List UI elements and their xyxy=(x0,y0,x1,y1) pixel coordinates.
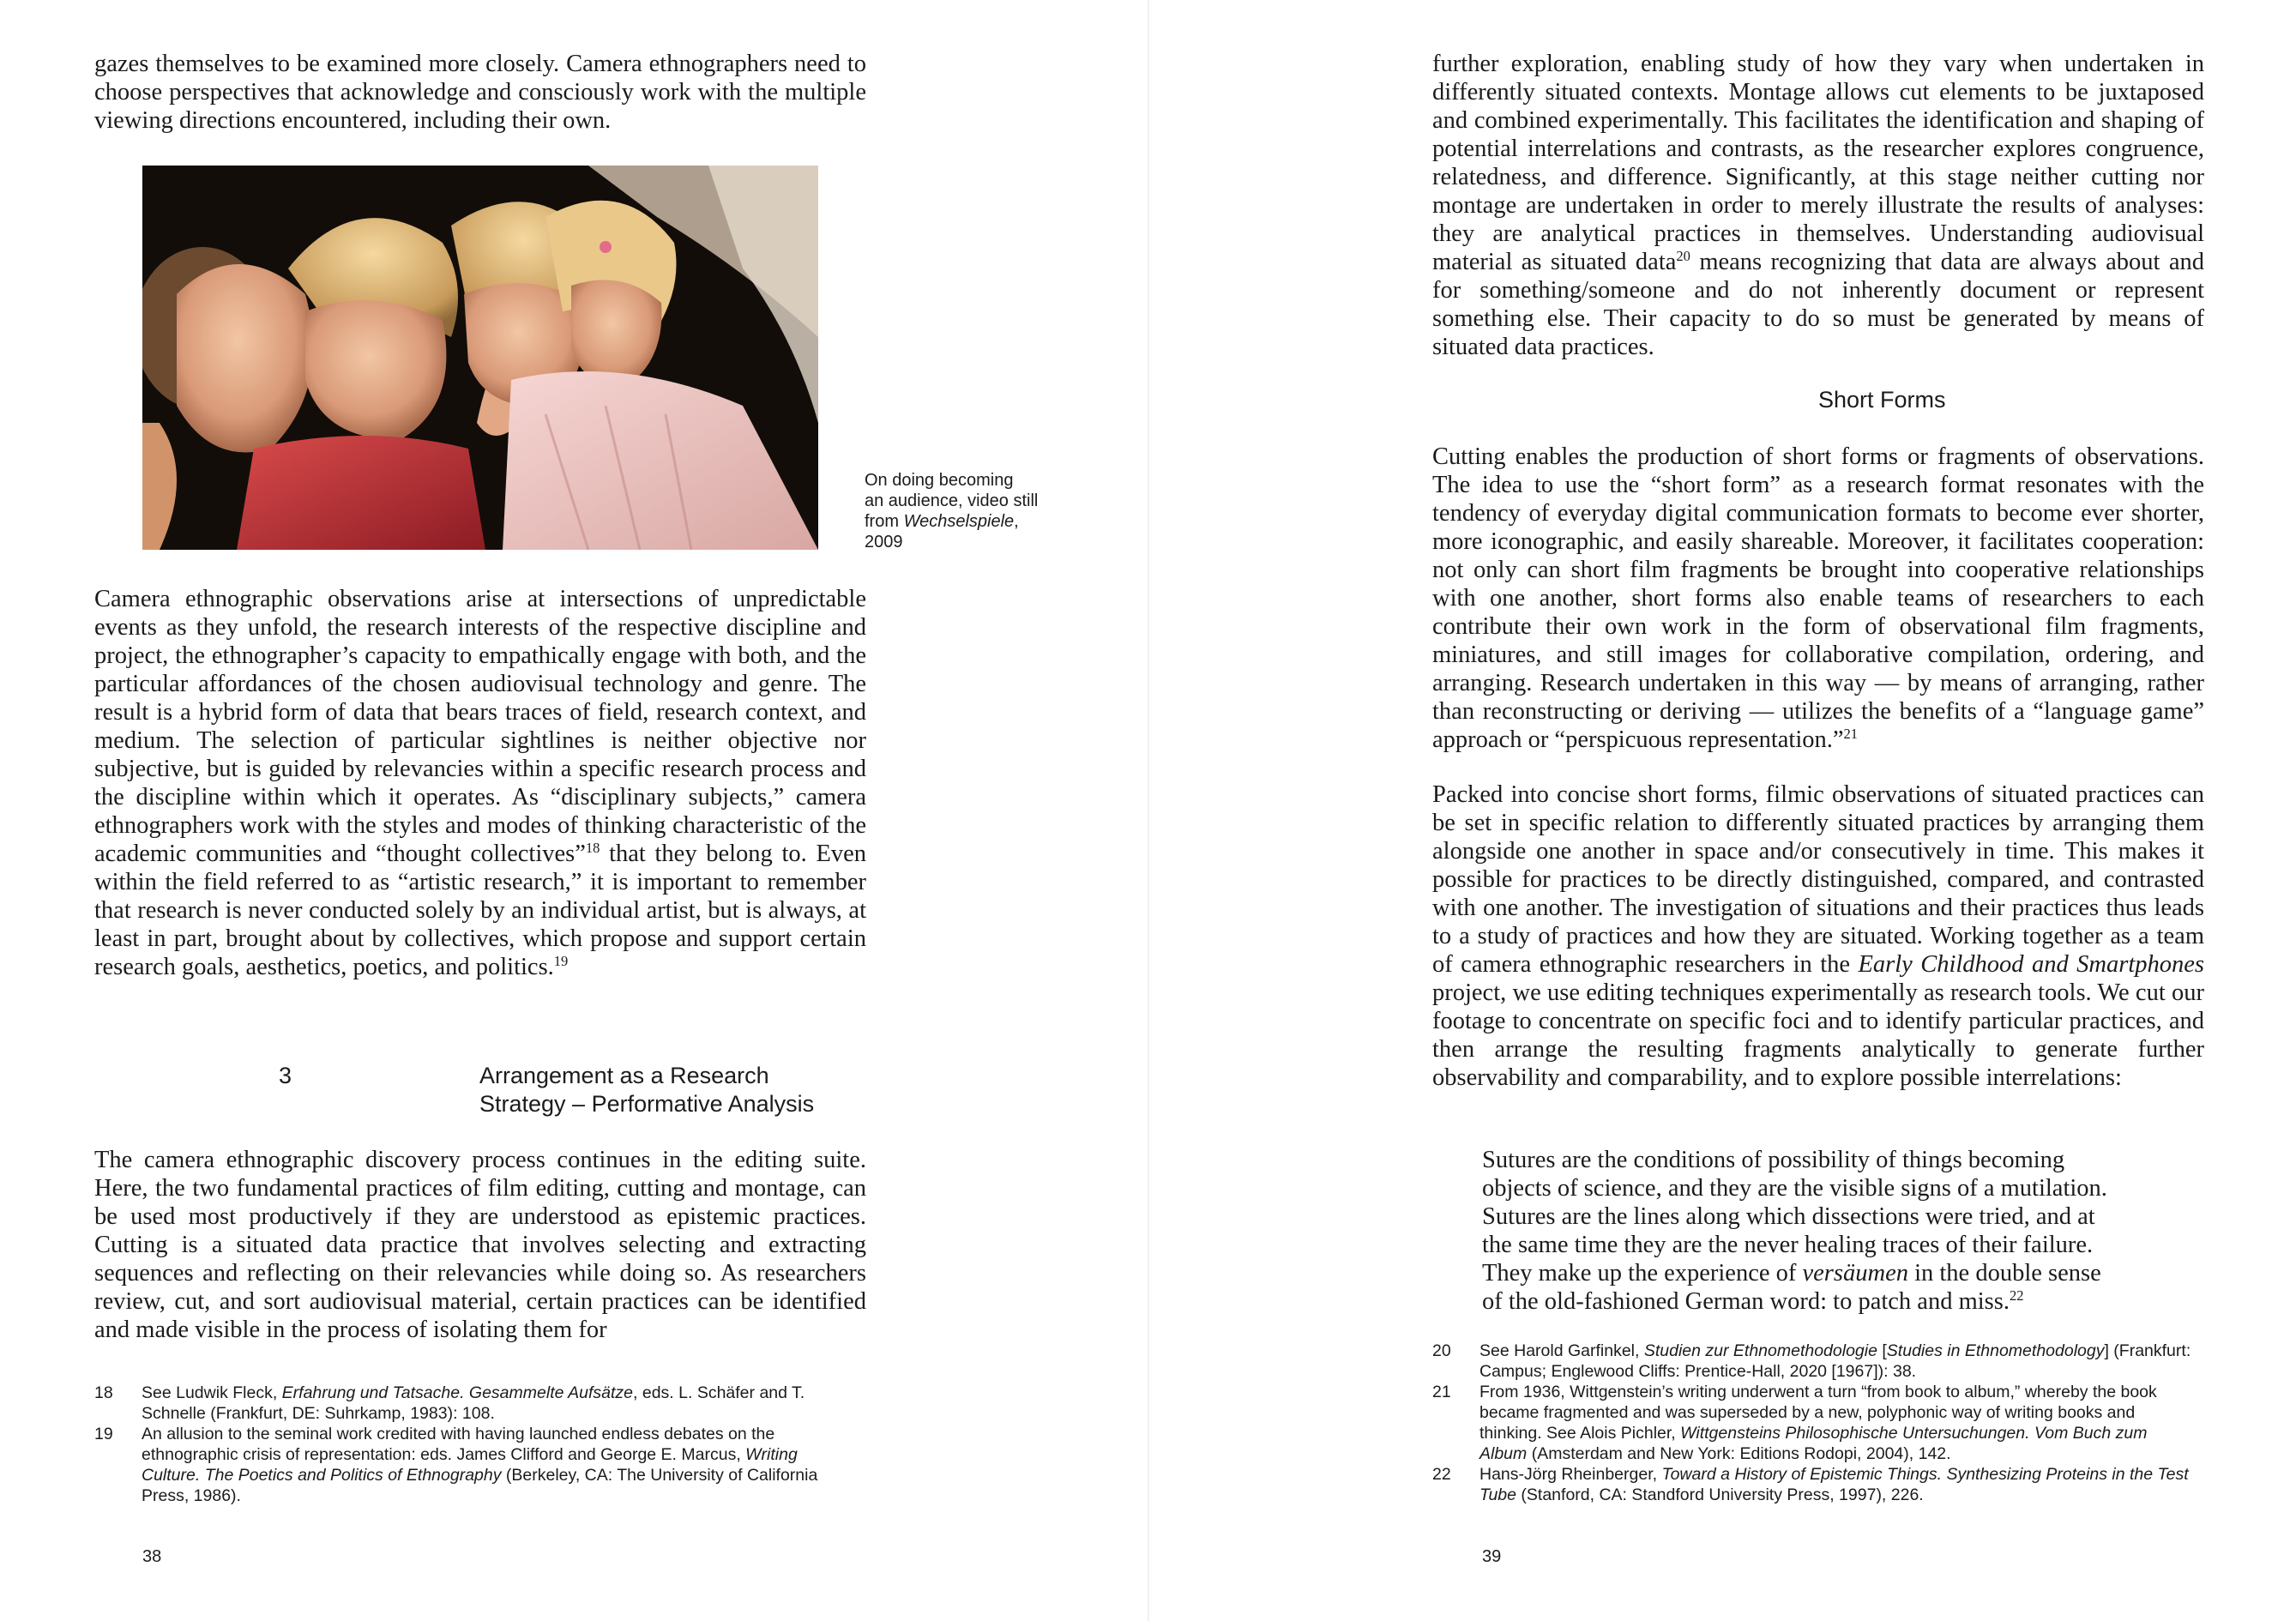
caption-comma: , xyxy=(1014,512,1019,531)
footnotes xyxy=(94,1383,832,1506)
caption-work-title: Wechselspiele xyxy=(903,512,1015,531)
block-quote xyxy=(1482,1146,2185,1316)
quote-italic-word: versäumen xyxy=(1802,1260,1908,1287)
footnote-title: Writing Culture. The Poetics and Politics of Ethnography xyxy=(142,1445,798,1485)
footnote-19 xyxy=(94,1424,832,1506)
footnote-ref-20[interactable]: 20 xyxy=(1676,247,1690,264)
footnote-text: ] (Frankfurt: Campus; Englewood Cliffs: Prentice-Hall, 2020 [1967]): 38. xyxy=(1479,1341,2191,1381)
quote-line: Sutures are the lines along which dissections were tried, and at xyxy=(1482,1203,2095,1230)
caption-year: 2009 xyxy=(865,533,903,551)
section-title-line-2: Strategy – Performative Analysis xyxy=(479,1091,815,1117)
section-title-line-1: Arrangement as a Research xyxy=(479,1063,769,1088)
section-number: 3 xyxy=(279,1063,292,1088)
quote-line: objects of science, and they are the visible signs of a mutilation. xyxy=(1482,1175,2107,1202)
page-number: 39 xyxy=(1482,1547,1502,1566)
paragraph-text-continued: project, we use editing techniques experimentally as research tools. We cut our footage to concentrate on specific foci and to identify particular practices, and then arrange the resulting fragments analytically to generate further observability and comparability, and to explore possible interrelations: xyxy=(1432,979,2204,1091)
footnote-ref-22[interactable]: 22 xyxy=(2009,1287,2024,1304)
footnote-20: 20 See Harold Garfinkel, Studien zur Ethnomethodologie [Studies in Ethnomethodology] (Frankfurt: Campus; Englewood Cliffs: Prentice-Hall, 2020 [1967]): 38. xyxy=(1432,1341,2191,1381)
footnote-title: Erfahrung und Tatsache. Gesammelte Aufsätze xyxy=(281,1383,634,1402)
footnote-title: Studien zur Ethnomethodologie xyxy=(1643,1341,1877,1360)
paragraph-text-continued: means recognizing that data are always about and for something/someone and do not inherently document or represent something else. Their capacity to do so must be generated by means of situated data practices. xyxy=(1432,249,2205,360)
paragraph-text: further exploration, enabling study of how they vary when undertaken in differently situated contexts. Montage allows cut elements to be juxtaposed and combined experimentally. This facilitates the identification and shaping of potential interrelations and contrasts, as the researcher explores congruence, relatedness, and difference. Significantly, at this stage neither cutting nor montage are undertaken in order to merely illustrate the results of analyses: they are analytical practices in themselves. Understanding audiovisual material as situated data xyxy=(1432,51,2204,275)
figure-caption xyxy=(865,470,1070,552)
right-page xyxy=(1149,0,2296,1621)
video-still-photo xyxy=(142,166,818,550)
footnote-number: 21 xyxy=(1432,1383,1451,1401)
subheading: Short Forms xyxy=(1818,387,1946,413)
quote-line: of the old-fashioned German word: to patch and miss.$^{22}$ xyxy=(1482,1287,2024,1315)
paragraph-text: Cutting enables the production of short forms or fragments of observations. The idea to use the “short form” as a research format resonates with the tendency of everyday digital communication formats to become ever shorter, more iconographic, and easily shareable. Moreover, it facilitates cooperation: not only can short film fragments be brought into cooperative relationships with one another, short forms also enable teams of researchers to each contribute their own work in the form of observational film fragments, miniatures, and still images for collaborative compilation, ordering, and arranging. Research undertaken in this way — by means of arranging, rather than reconstructing or deriving — utilizes the benefits of a “language game” approach or “perspicuous representation.” xyxy=(1432,443,2204,753)
footnote-text: An allusion to the seminal work credited with having launched endless debates on the ethnographic crisis of representation: eds. James Clifford and George E. Marcus, xyxy=(142,1425,775,1464)
footnote-number: 22 xyxy=(1432,1465,1451,1484)
footnote-text: Hans-Jörg Rheinberger, xyxy=(1479,1465,1662,1484)
body-paragraph xyxy=(94,585,866,981)
body-paragraph xyxy=(1432,443,2204,754)
footnote-18 xyxy=(94,1383,832,1424)
footnote-22 xyxy=(1432,1464,2196,1505)
footnote-title: Wittgensteins Philosophische Untersuchungen. Vom Buch zum Album xyxy=(1479,1424,2148,1463)
footnote-number: 18 xyxy=(94,1383,113,1402)
footnotes xyxy=(1432,1341,2196,1505)
footnote-ref-18[interactable]: 18 xyxy=(585,839,600,856)
footnote-text: (Amsterdam and New York: Editions Rodopi, 2004), 142. xyxy=(1527,1444,1951,1463)
footnote-21 xyxy=(1432,1382,2196,1464)
page-number: 38 xyxy=(142,1547,162,1566)
body-paragraph xyxy=(1432,50,2204,361)
children-audience-image xyxy=(142,166,818,550)
quote-line: the same time they are the never healing traces of their failure. xyxy=(1482,1232,2094,1258)
footnote-title: Toward a History of Epistemic Things. Synthesizing Proteins in the Test Tube xyxy=(1479,1465,2189,1504)
paragraph-text: Camera ethnographic observations arise at intersections of unpredictable events as they unfold, the research interests of the respective discipline and project, the ethnographer’s capacity to empathically engage with both, and the particular affordances of the chosen audiovisual technology and genre. The result is a hybrid form of data that bears traces of field, research context, and medium. The selection of particular sightlines is neither objective nor subjective, but is guided by relevancies within a specific research process and the discipline within which it operates. As “disciplinary subjects,” camera ethnographers work with the styles and modes of thinking characteristic of the academic communities and “thought collectives” xyxy=(94,586,866,867)
section-title xyxy=(479,1062,814,1118)
footnote-text: From 1936, Wittgenstein’s writing underwent a turn “from book to album,” whereby the book became fragmented and was superseded by a new, polyphonic way of writing books and thinking. See Alois Pichler, xyxy=(1479,1383,2157,1443)
footnote-number: 19 xyxy=(94,1425,113,1443)
caption-from: from xyxy=(865,512,904,531)
footnote-text: See Harold Garfinkel, xyxy=(1479,1341,1644,1360)
footnote-text: See Ludwik Fleck, xyxy=(142,1383,282,1402)
body-paragraph xyxy=(1432,780,2204,1092)
body-paragraph: The camera ethnographic discovery process continues in the editing suite. Here, the two fundamental practices of film editing, cutting and montage, can be used most productively if they are understood as epistemic practices. Cutting is a situated data practice that involves selecting and extracting sequences and reflecting on their relevancies while doing so. As researchers review, cut, and sort audiovisual material, certain practices can be identified and made visible in the process of isolating them for xyxy=(94,1147,866,1343)
caption-line-2: an audience, video still xyxy=(865,491,1039,510)
caption-line-1: On doing becoming xyxy=(865,471,1014,490)
quote-line: They make up the experience of versäumen in the double sense xyxy=(1482,1260,2101,1287)
quote-line: Sutures are the conditions of possibility of things becoming xyxy=(1482,1147,2065,1173)
footnote-text: , eds. L. Schäfer and T. Schnelle (Frankfurt, DE: Suhrkamp, 1983): 108. xyxy=(142,1383,805,1423)
project-title: Early Childhood and Smartphones xyxy=(1858,951,2204,978)
paragraph-text: Packed into concise short forms, filmic observations of situated practices can be set in specific relation to differently situated practices by arranging them alongside one another in space and/or consecutively in time. This makes it possible for practices to be directly distinguished, compared, and contrasted with one another. The investigation of situations and their practices thus leads to a study of practices and how they are situated. Working together as a team of camera ethnographic researchers in the xyxy=(1432,781,2204,978)
intro-paragraph: gazes themselves to be examined more closely. Camera ethnographers need to choose perspectives that acknowledge and consciously work with the multiple viewing directions encountered, including their own. xyxy=(94,51,866,134)
footnote-ref-19[interactable]: 19 xyxy=(553,952,569,969)
footnote-number: 20 xyxy=(1432,1341,1451,1360)
paragraph-text-continued: that they belong to. Even within the field referred to as “artistic research,” it is important to remember that research is never conducted solely by an individual artist, but is always, at least in part, brought about by collectives, which propose and support certain research goals, aesthetics, poetics, and politics. xyxy=(94,841,866,980)
footnote-ref-21[interactable]: 21 xyxy=(1843,725,1859,742)
footnote-text: (Berkeley, CA: The University of California Press, 1986). xyxy=(142,1466,818,1505)
footnote-title: Studies in Ethnomethodology xyxy=(1886,1341,2105,1360)
footnote-text: (Stanford, CA: Standford University Press, 1997), 226. xyxy=(1516,1485,1924,1504)
